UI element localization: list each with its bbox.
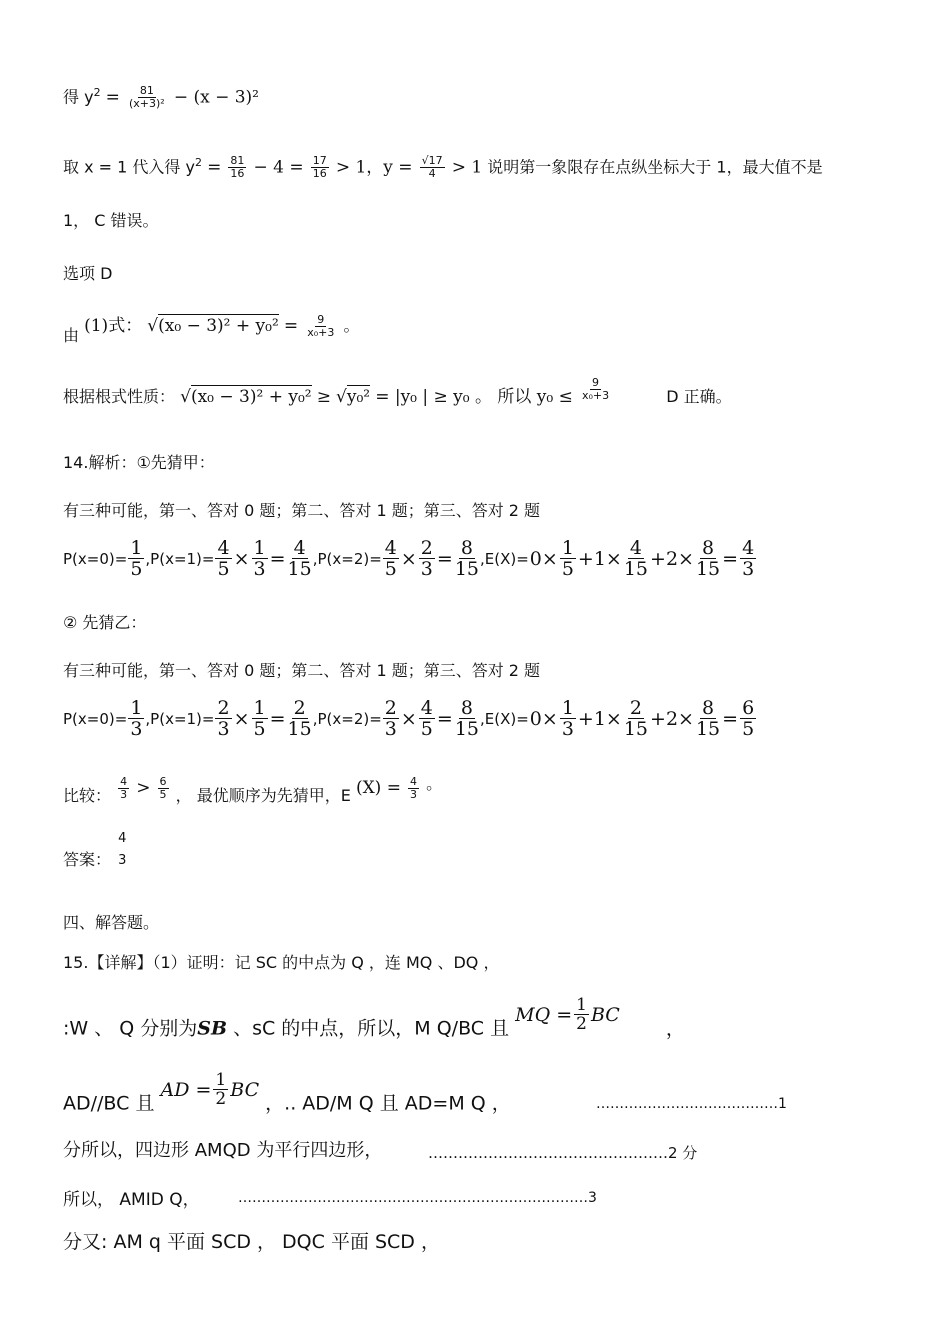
- fraction: $\frac{4}{5}$: [420, 697, 433, 740]
- answer-fraction: 4 3: [118, 831, 127, 868]
- fraction: $\frac{1}{3}$: [253, 537, 266, 580]
- fraction: $\frac{2}{3}$: [384, 697, 397, 740]
- fraction: $\frac{4}{5}$: [217, 537, 230, 580]
- superscript: 2: [93, 86, 101, 99]
- fraction: $\frac{1}{3}$: [561, 697, 574, 740]
- line-20: 所以， AMID Q，: [63, 1190, 200, 1210]
- line-8: 有三种可能，第一、答对 0 题；第二、答对 1 题；第三、答对 2 题: [63, 501, 541, 520]
- fraction: $\frac{6}{5}$: [159, 775, 167, 801]
- sqrt-symbol: √: [336, 387, 347, 407]
- line-10: ② 先猜乙：: [63, 613, 147, 632]
- fraction: $\frac{√17}{4}$: [421, 154, 443, 181]
- dot-leader-1: …………………………………1: [596, 1096, 787, 1112]
- line-3: 1， C 错误。: [63, 211, 159, 230]
- text: 说明第一象限存在点纵坐标大于 1，最大值不是: [487, 157, 823, 177]
- fraction: $\frac{4}{15}$: [287, 537, 312, 580]
- equation-ad: AD = $\frac{1}{2}$ BC: [160, 1070, 260, 1109]
- line-21: 分又: AM q 平面 SCD ， DQC 平面 SCD ，: [63, 1231, 440, 1253]
- fraction: $\frac{9}{\text{x₀+3}}$: [307, 313, 335, 339]
- fraction: $\frac{2}{3}$: [420, 537, 433, 580]
- formula-2: P(x=0)= $\frac{1}{3}$ ,P(x=1)= $\frac{2}{3}$ × $\frac{1}{5}$ = $\frac{2}{15}$ ,P(x=2)= $\frac{2}{3}$ × $\frac{4}{5}$ = $\frac{8}{15}$ ,E(X)= 0× $\frac{1}{3}$ +1× $\frac{2}{15}$ +2× $\frac{8}{15}$ = $\frac{6}{5}$: [63, 697, 755, 740]
- fraction: $\frac{8}{15}$: [695, 537, 721, 580]
- fraction: $\frac{1}{5}$: [253, 697, 266, 740]
- line-2: 取 x = 1 代入得 $y^2$ = $\frac{81}{16}$ − 4 = $\frac{17}{16}$ > 1，y = $\frac{√17}{4}$ > 1 说明第一象限存在点纵坐标大于 1，最大值不是: [63, 154, 823, 181]
- line-16: 15.【详解】（1）证明：记 SC 的中点为 Q ，连 MQ 、DQ ，: [63, 953, 500, 972]
- fraction: $\frac{81}{16}$: [230, 154, 245, 181]
- line-7: 14.解析：①先猜甲：: [63, 453, 215, 472]
- fraction: $\frac{4}{5}$: [384, 537, 397, 580]
- fraction: $\frac{6}{5}$: [742, 697, 755, 740]
- fraction: $\frac{2}{15}$: [287, 697, 312, 740]
- fraction: $\frac{9}{\text{x₀+3}}$: [581, 376, 610, 402]
- fraction: $\frac{4}{3}$: [742, 537, 755, 580]
- line-1: [63, 82, 259, 110]
- line-17: :W 、 Q 分别为SB 、sC 的中点，所以，M Q/BC 且 MQ = $\frac{1}{2}$ BC ，: [63, 995, 685, 1040]
- sqrt-symbol: √: [180, 387, 191, 407]
- line-15: 四、解答题。: [63, 913, 160, 932]
- line-18: AD//BC 且 AD = $\frac{1}{2}$ BC ，.. AD/M Q 且 AD=M Q ，: [63, 1070, 511, 1115]
- fraction: $\frac{2}{3}$: [217, 697, 230, 740]
- fraction: $\frac{1}{5}$: [130, 537, 143, 580]
- text: 取 x = 1 代入得 y: [63, 157, 195, 177]
- fraction: $\frac{1}{5}$: [561, 537, 574, 580]
- fraction: $\frac{4}{3}$: [120, 775, 128, 801]
- fraction: $\frac{4}{3}$: [410, 775, 418, 801]
- math-text: − (x − 3)²: [173, 87, 259, 108]
- fraction: $\frac{1}{2}$: [576, 995, 587, 1034]
- fraction: $\frac{8}{15}$: [454, 697, 479, 740]
- dot-leader-3: …………………………………………………………………3: [238, 1190, 597, 1206]
- line-5: 由 (1)式： √(x₀ − 3)² + y₀² = $\frac{9}{\text{x₀+3}}$ 。: [63, 313, 360, 345]
- text: 得 y: [63, 87, 94, 107]
- fraction: $\frac{8}{15}$: [454, 537, 479, 580]
- formula-1: P(x=0)= $\frac{1}{5}$ ,P(x=1)= $\frac{4}{5}$ × $\frac{1}{3}$ = $\frac{4}{15}$ ,P(x=2)= $\frac{4}{5}$ × $\frac{2}{3}$ = $\frac{8}{15}$ ,E(X)= 0× $\frac{1}{5}$ +1× $\frac{4}{15}$ +2× $\frac{8}{15}$ = $\frac{4}{3}$: [63, 537, 755, 580]
- sqrt-symbol: √: [147, 316, 159, 336]
- equals: =: [105, 87, 120, 108]
- fraction: $\frac{4}{15}$: [623, 537, 649, 580]
- line-19: 分所以，四边形 AMQD 为平行四边形，: [63, 1140, 383, 1161]
- fraction: $\frac{1}{3}$: [130, 697, 143, 740]
- line-13: 比较： $\frac{4}{3}$ > $\frac{6}{5}$ ， 最优顺序为先猜甲，E (X) = $\frac{4}{3}$ 。: [63, 774, 443, 805]
- line-11: 有三种可能，第一、答对 0 题；第二、答对 1 题；第三、答对 2 题: [63, 661, 541, 680]
- line-14: 答案： 4 3: [63, 828, 128, 872]
- dot-leader-2: …………………………………………2 分: [428, 1144, 698, 1162]
- line-6: 根据根式性质： √(x₀ − 3)² + y₀² ≥ √y₀² = |y₀ | ≥ y₀ 。 所以 y₀ ≤ $\frac{9}{\text{x₀+3}}$ D 正确。: [63, 376, 732, 407]
- fraction: $\frac{81}{\text{(x+3)²}}$: [129, 84, 165, 111]
- equation-mq: MQ = $\frac{1}{2}$ BC: [515, 995, 620, 1034]
- fraction: $\frac{1}{2}$: [215, 1070, 227, 1109]
- fraction: $\frac{2}{15}$: [623, 697, 649, 740]
- fraction: $\frac{8}{15}$: [695, 697, 721, 740]
- line-4: 选项 D: [63, 264, 113, 283]
- fraction: $\frac{17}{16}$: [312, 154, 327, 181]
